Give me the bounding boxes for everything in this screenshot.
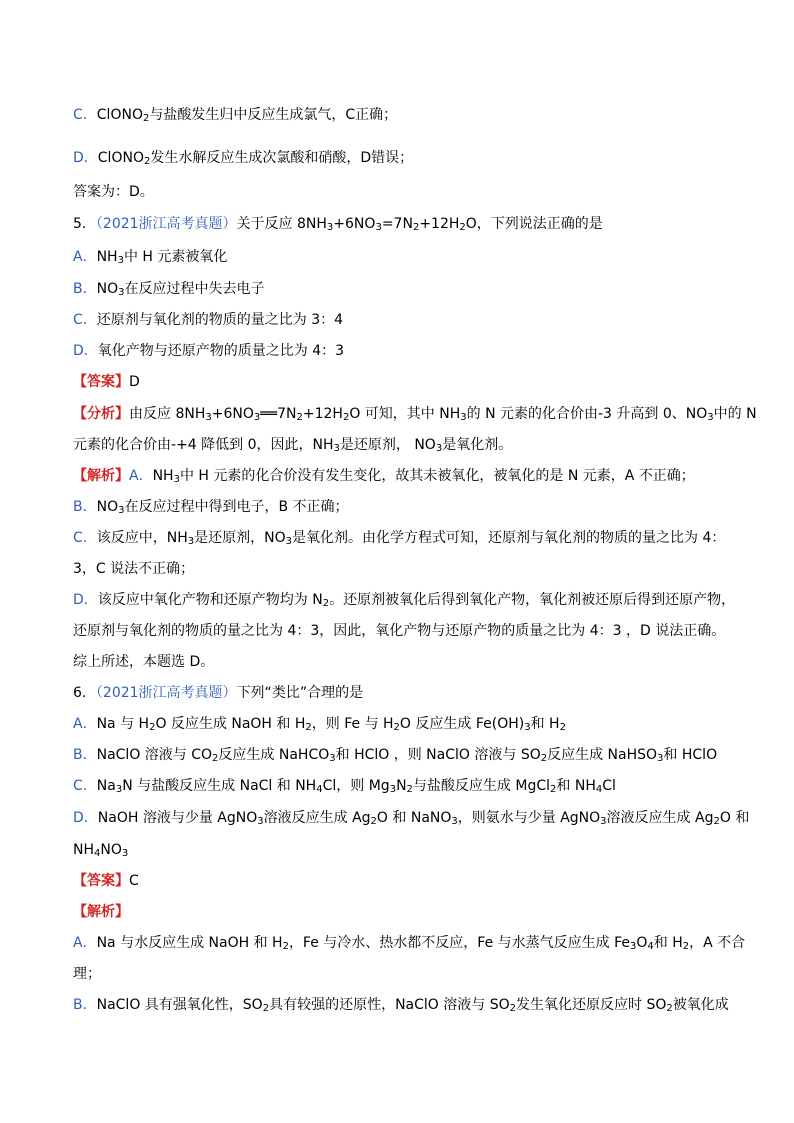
q5-stem: 5．（2021浙江高考真题）关于反应 $8NH_3+6NO_3=7N_2+12H_2O$，下列说法正确的是: [73, 216, 603, 233]
q6-explain-heading: 【解析】: [73, 904, 129, 920]
q5-option-c: C．还原剂与氧化剂的物质的量之比为 3：4: [73, 312, 344, 328]
q5-explain-c-line-1: C．该反应中，$NH_3$是还原剂，$NO_3$是氧化剂。由化学方程式可知，还原剂与氧化剂的物质的量之比为 4：: [73, 530, 726, 547]
q4-option-c: C．ClONO$_2$与盐酸发生归中反应生成氯气，C正确；: [73, 107, 398, 124]
q6-option-d-line-2: $NH_4NO_3$: [73, 842, 129, 859]
q4-answer: 答案为：D。: [73, 184, 154, 200]
q6-option-d-line-1: D．NaOH 溶液与少量 AgNO$_3$溶液反应生成 $Ag_2O$ 和 NaNO$_3$，则氨水与少量 AgNO$_3$溶液反应生成 $Ag_2O$ 和: [73, 810, 750, 827]
q5-explain-d-line-1: D．该反应中氧化产物和还原产物均为 $N_2$。还原剂被氧化后得到氧化产物，氧化剂被还原后得到还原产物，: [73, 592, 736, 609]
q5-analysis-line-1: 【分析】由反应 $8NH_3+6NO_3══7N_2+12H_2O$ 可知，其中 $NH_3$的 N 元素的化合价由-3 升高到 0、$NO_3$中的 N: [73, 406, 757, 423]
q5-option-a: A．$NH_3$中 H 元素被氧化: [73, 249, 228, 266]
q5-explain-d-line-2: 还原剂与氧化剂的物质的量之比为 4：3，因此，氧化产物与还原产物的质量之比为 4：3 ，D 说法正确。: [73, 623, 726, 639]
q6-option-b: B．NaClO 溶液与 $CO_2$反应生成 NaHCO$_3$和 HClO ，则 NaClO 溶液与 $SO_2$反应生成 NaHSO$_3$和 HClO: [73, 747, 718, 764]
q6-explain-a-line-1: A．Na 与水反应生成 NaOH 和 $H_2$，Fe 与冷水、热水都不反应，Fe 与水蒸气反应生成 $Fe_3O_4$和 $H_2$，A 不合: [73, 935, 746, 952]
q6-stem: 6．（2021浙江高考真题）下列“类比”合理的是: [73, 685, 364, 701]
q6-option-a: A．Na 与 $H_2O$ 反应生成 NaOH 和 $H_2$，则 Fe 与 $H_2O$ 反应生成 $Fe(OH)_3$和 $H_2$: [73, 716, 566, 733]
q6-explain-a-line-2: 理；: [73, 966, 101, 982]
q5-analysis-line-2: 元素的化合价由-+4 降低到 0，因此，$NH_3$是还原剂， $NO_3$是氧化剂。: [73, 437, 513, 454]
q6-option-c: C．$Na_3N$ 与盐酸反应生成 NaCl 和 $NH_4Cl$，则 $Mg_3N_2$与盐酸反应生成 MgCl$_2$和 $NH_4Cl$: [73, 778, 616, 795]
q6-answer: 【答案】C: [73, 873, 139, 889]
q5-summary: 综上所述，本题选 D。: [73, 654, 215, 670]
q5-option-d: D．氧化产物与还原产物的质量之比为 4：3: [73, 343, 345, 359]
q5-explain-c-line-2: 3，C 说法不正确；: [73, 561, 195, 577]
q5-option-b: B．$NO_3$在反应过程中失去电子: [73, 281, 265, 298]
q5-explain-a: 【解析】A．$NH_3$中 H 元素的化合价没有发生变化，故其未被氧化，被氧化的是 N 元素，A 不正确；: [73, 468, 695, 485]
q6-explain-b-line-1: B．NaClO 具有强氧化性，$SO_2$具有较强的还原性，NaClO 溶液与 $SO_2$发生氧化还原反应时 $SO_2$被氧化成: [73, 997, 729, 1014]
q5-answer: 【答案】D: [73, 374, 140, 390]
q5-explain-b: B．$NO_3$在反应过程中得到电子，B 不正确；: [73, 499, 349, 516]
q4-option-d: D．ClONO$_2$发生水解反应生成次氯酸和硝酸，D错误；: [73, 150, 414, 167]
